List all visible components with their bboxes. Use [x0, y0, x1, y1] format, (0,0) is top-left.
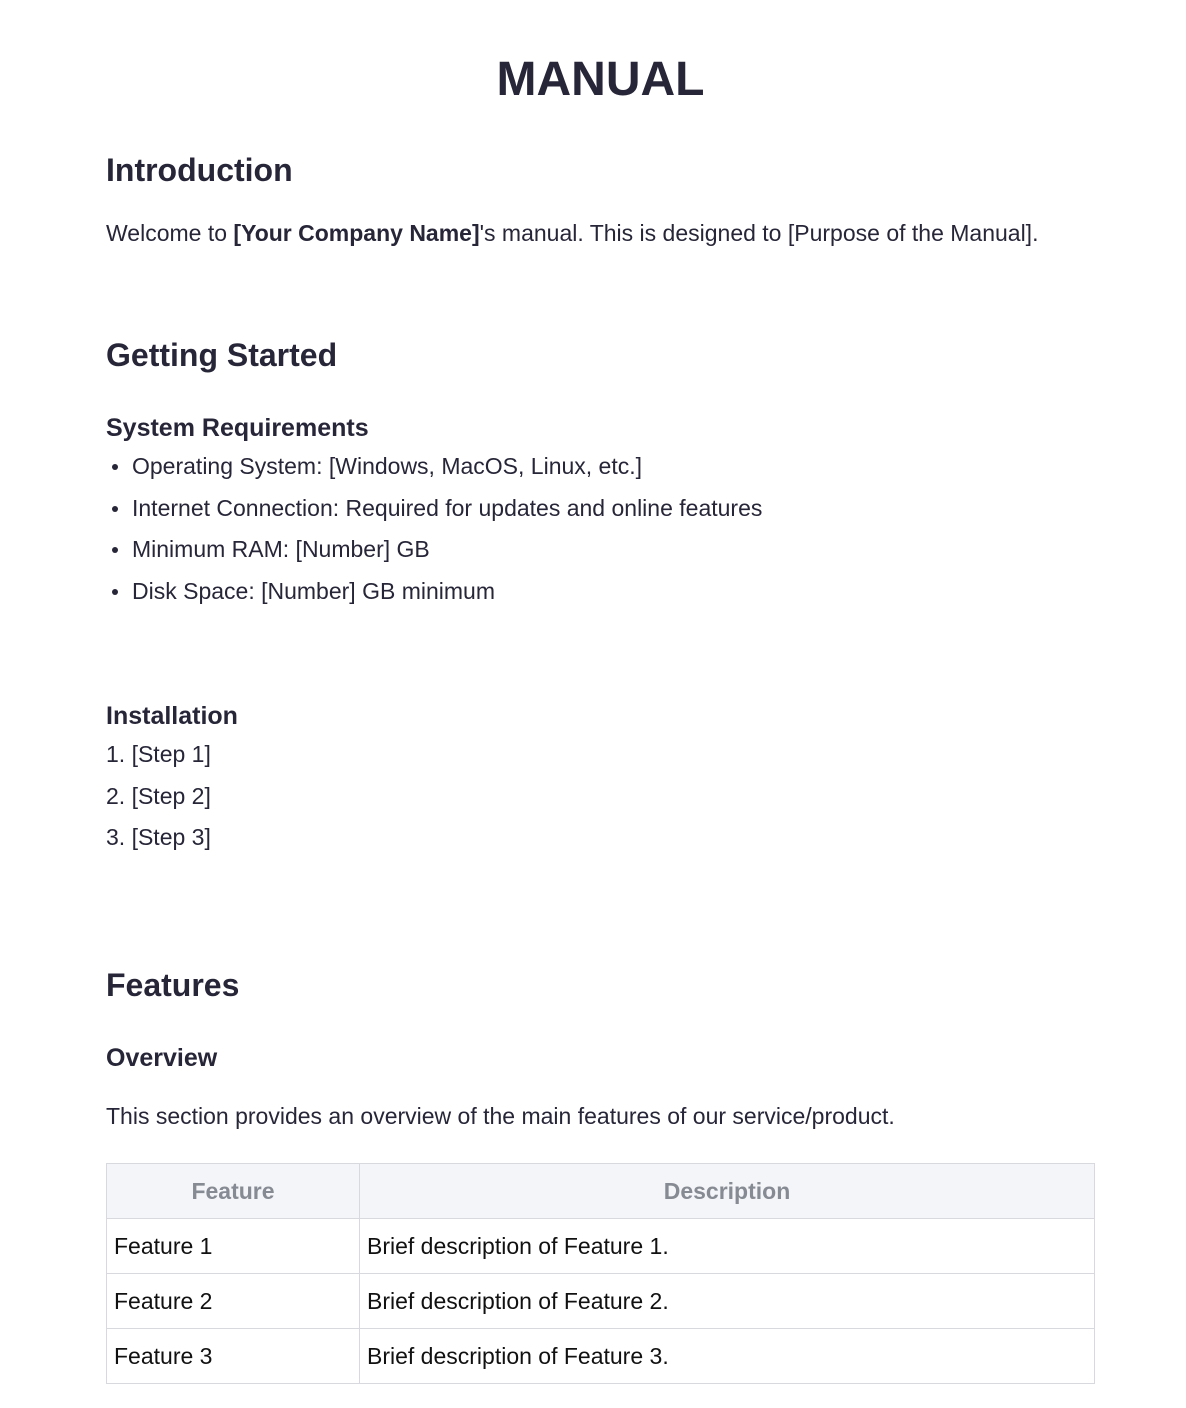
table-row: [107, 1274, 1095, 1329]
feature-description-cell: Brief description of Feature 1.: [360, 1219, 1095, 1274]
overview-heading: Overview: [106, 1044, 218, 1072]
list-item: 2. [Step 2]: [106, 782, 211, 809]
installation-heading: Installation: [106, 702, 238, 730]
list-item: Operating System: [Windows, MacOS, Linux, etc.]: [106, 446, 762, 488]
getting-started-heading: Getting Started: [106, 337, 338, 373]
document-title: MANUAL: [496, 53, 705, 106]
installation-steps-list: [106, 734, 211, 859]
system-requirements-heading: System Requirements: [106, 414, 369, 442]
table-row: [107, 1329, 1095, 1384]
feature-description-cell: Brief description of Feature 3.: [360, 1329, 1095, 1384]
feature-description-cell: Brief description of Feature 2.: [360, 1274, 1095, 1329]
feature-name-cell: Feature 3: [107, 1329, 360, 1384]
table-header-row: [107, 1164, 1095, 1219]
feature-name-cell: Feature 1: [107, 1219, 360, 1274]
column-header-description: Description: [360, 1164, 1095, 1219]
features-table: [106, 1163, 1095, 1384]
introduction-text-before: Welcome to: [106, 220, 234, 246]
introduction-heading: Introduction: [106, 152, 293, 188]
introduction-paragraph: [106, 213, 1056, 254]
column-header-feature: Feature: [107, 1164, 360, 1219]
feature-name-cell: Feature 2: [107, 1274, 360, 1329]
introduction-text-after: 's manual. This is designed to [Purpose of the Manual].: [479, 220, 1039, 246]
company-name: [Your Company Name]: [233, 220, 480, 246]
list-item: 3. [Step 3]: [106, 824, 211, 850]
list-item: Disk Space: [Number] GB minimum: [106, 571, 762, 613]
system-requirements-list: [106, 446, 762, 612]
overview-paragraph: This section provides an overview of the main features of our service/product.: [106, 1103, 895, 1129]
table-row: [107, 1219, 1095, 1274]
features-heading: Features: [106, 967, 240, 1003]
list-item: Minimum RAM: [Number] GB: [106, 529, 762, 571]
list-item: 1. [Step 1]: [106, 741, 211, 767]
list-item: Internet Connection: Required for updates and online features: [106, 488, 762, 530]
